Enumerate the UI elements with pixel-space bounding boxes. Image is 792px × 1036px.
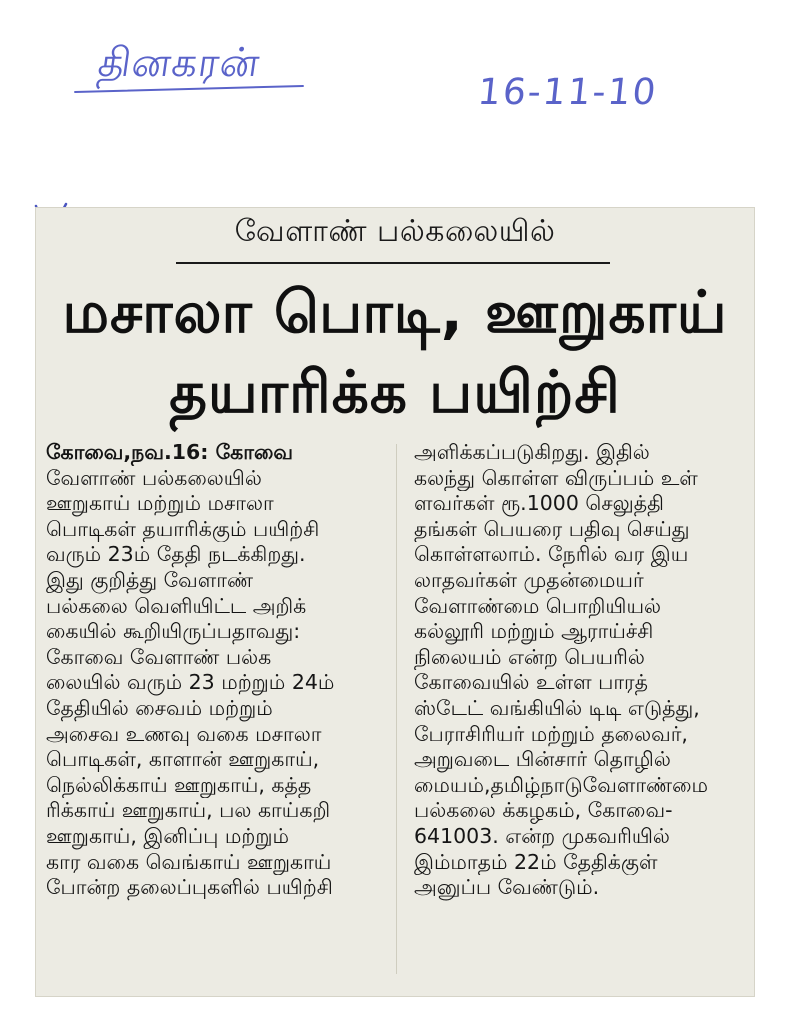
newspaper-clipping	[36, 208, 754, 996]
body-line: லையில் வரும் 23 மற்றும் 24ம்	[46, 670, 335, 695]
body-line: அளிக்கப்படுகிறது. இதில்	[414, 440, 650, 464]
body-line: ளவர்கள் ரூ.1000 செலுத்தி	[414, 491, 664, 516]
body-line: அசைவ உணவு வகை மசாலா	[46, 721, 322, 746]
body-line: ஊறுகாய் மற்றும் மசாலா	[46, 491, 274, 516]
body-line: ஊறுகாய், இனிப்பு மற்றும்	[46, 823, 289, 848]
body-line: கொள்ளலாம். நேரில் வர இய	[414, 542, 689, 567]
article-column-left	[46, 440, 378, 901]
body-line: போன்ற தலைப்புகளில் பயிற்சி	[46, 875, 333, 900]
body-line: தேதியில் சைவம் மற்றும்	[46, 695, 273, 720]
body-line: பேராசிரியர் மற்றும் தலைவர்,	[414, 721, 688, 746]
kicker-underline	[176, 262, 610, 264]
body-line: கோவை வேளாண் பல்க	[46, 644, 272, 669]
body-line: வேளாண்மை பொறியியல்	[414, 593, 662, 618]
body-line: இம்மாதம் 22ம் தேதிக்குள்	[414, 849, 658, 874]
body-line: கையில் கூறியிருப்பதாவது:	[46, 619, 301, 644]
body-line: அறுவடை பின்சார் தொழில்	[414, 747, 671, 772]
headline-line-2: தயாரிக்க பயிற்சி	[169, 358, 621, 426]
column-divider	[396, 444, 397, 974]
body-line: மையம்,தமிழ்நாடுவேளாண்மை	[414, 772, 709, 797]
body-line: பொடிகள், காளான் ஊறுகாய்,	[46, 747, 320, 772]
body-line: 641003. என்ற முகவரியில்	[414, 823, 670, 848]
body-line: கலந்து கொள்ள விருப்பம் உள்	[414, 465, 698, 490]
body-line: வரும் 23ம் தேதி நடக்கிறது.	[46, 542, 306, 567]
body-line: கோவை,நவ.16: கோவை	[46, 440, 294, 464]
body-line: கல்லூரி மற்றும் ஆராய்ச்சி	[414, 619, 654, 644]
body-line: லாதவர்கள் முதன்மையர்	[414, 567, 644, 592]
body-line: பல்கலை க்கழகம், கோவை-	[414, 798, 673, 823]
body-line: நெல்லிக்காய் ஊறுகாய், கத்த	[46, 772, 312, 797]
body-line: இது குறித்து வேளாண்	[46, 567, 254, 592]
body-line: பல்கலை வெளியிட்ட அறிக்	[46, 593, 307, 618]
body-line: அனுப்ப வேண்டும்.	[414, 875, 600, 900]
body-line: ஸ்டேட் வங்கியில் டிடி எடுத்து,	[414, 695, 700, 720]
body-line: பொடிகள் தயாரிக்கும் பயிற்சி	[46, 516, 320, 541]
article-kicker: வேளாண் பல்கலையில்	[234, 214, 556, 249]
article-column-right	[414, 440, 746, 901]
body-line: கோவையில் உள்ள பாரத்	[414, 670, 648, 695]
body-line: ரிக்காய் ஊறுகாய், பல காய்கறி	[46, 798, 331, 823]
handwritten-paper-name: தினகரன்	[95, 40, 264, 86]
handwritten-date: 16-11-10	[475, 72, 660, 113]
body-line: தங்கள் பெயரை பதிவு செய்து	[414, 516, 690, 541]
body-line: நிலையம் என்ற பெயரில்	[414, 644, 645, 669]
body-line: கார வகை வெங்காய் ஊறுகாய்	[46, 849, 332, 874]
body-line: வேளாண் பல்கலையில்	[46, 465, 262, 490]
headline-line-1: மசாலா பொடி, ஊறுகாய்	[62, 278, 728, 346]
